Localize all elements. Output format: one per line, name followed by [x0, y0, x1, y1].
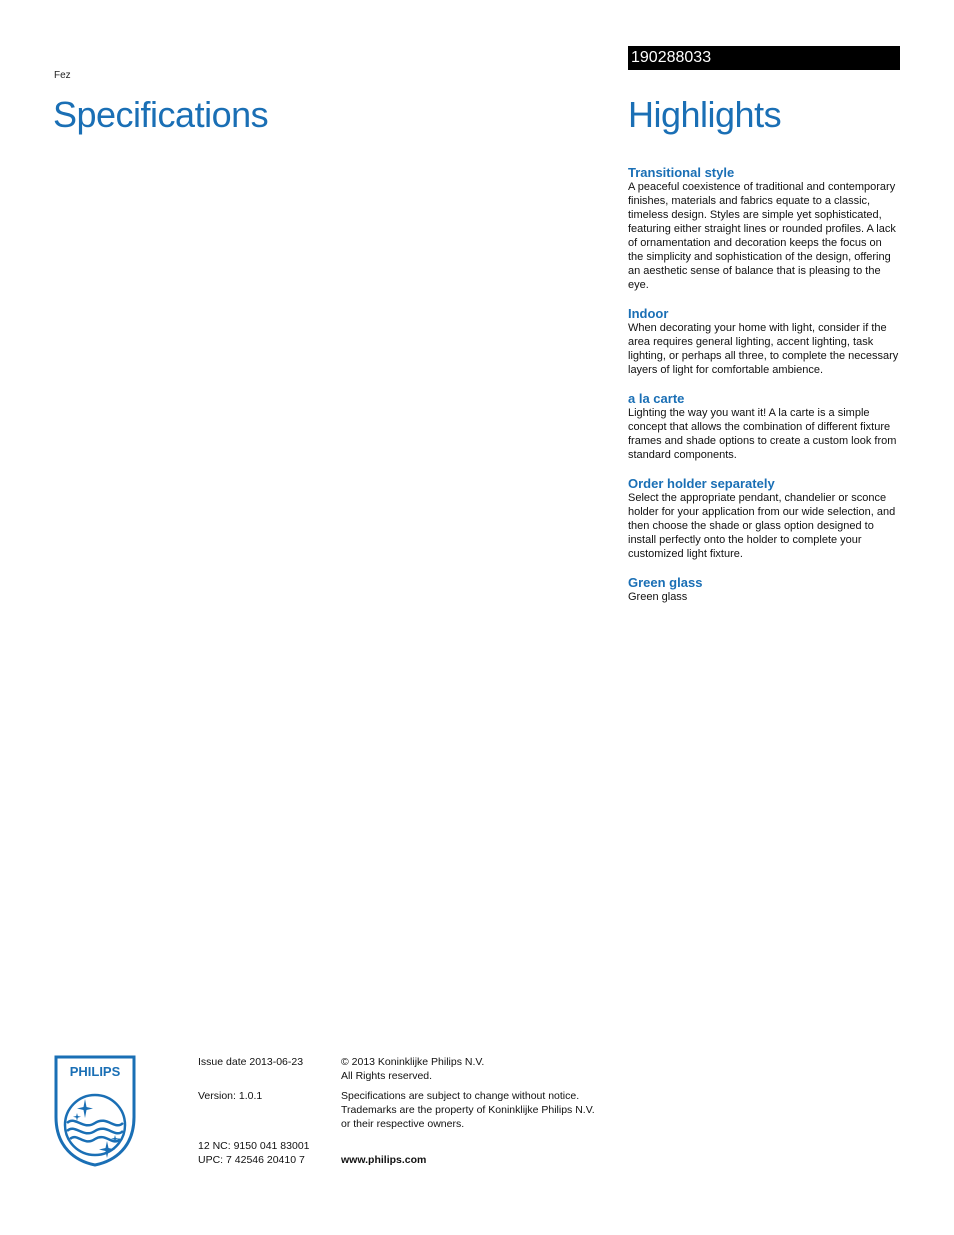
- philips-shield-icon: [53, 1055, 137, 1167]
- product-codes: [198, 1139, 310, 1167]
- highlight-text: Green glass: [628, 591, 688, 603]
- copyright: [341, 1055, 484, 1083]
- highlight-text: When decorating your home with light, consider if the area requires general lighting, accent lighting, task lighting, or perhaps all three, to complete the necessary layers of light for comfortable ambience.: [628, 322, 899, 376]
- product-code-bar: 190288033: [628, 46, 900, 70]
- highlight-item: [628, 165, 900, 292]
- upc-code: UPC: 7 42546 20410 7: [198, 1154, 305, 1166]
- highlight-title: Indoor: [628, 306, 669, 321]
- highlight-text: A peaceful coexistence of traditional and contemporary finishes, materials and fabrics equate to a classic, timeless design. Styles are simple yet sophisticated, featuring either straight lines or rounded profiles. A lack of ornamentation and decoration keeps the focus on the simplicity and sophistication of the design, offering an aesthetic sense of balance that is pleasing to the eye.: [628, 181, 896, 291]
- highlight-title: Green glass: [628, 575, 703, 590]
- spec-notice: [341, 1089, 595, 1131]
- highlight-title: a la carte: [628, 391, 685, 406]
- highlight-text: Select the appropriate pendant, chandelier or sconce holder for your application from our wide selection, and then choose the shade or glass option designed to install perfectly onto the holder to complete your customized light fixture.: [628, 492, 896, 560]
- product-name: Fez: [54, 70, 71, 81]
- highlight-title: Order holder separately: [628, 476, 775, 491]
- issue-date: Issue date 2013-06-23: [198, 1056, 304, 1068]
- highlight-text: Lighting the way you want it! A la carte is a simple concept that allows the combination of different fixture frames and shade options to create a custom look from standard components.: [628, 407, 897, 461]
- philips-logo: [53, 1055, 137, 1167]
- highlight-item: [628, 306, 900, 377]
- copyright-line: © 2013 Koninklijke Philips N.V.: [341, 1056, 485, 1068]
- highlight-item: [628, 476, 900, 561]
- specifications-title: Specifications: [53, 94, 269, 135]
- copyright-line: All Rights reserved.: [341, 1070, 433, 1082]
- highlight-title: Transitional style: [628, 165, 735, 180]
- highlights-title: Highlights: [628, 94, 782, 135]
- spec-notice-line: or their respective owners.: [341, 1118, 465, 1130]
- highlights-list: [628, 165, 900, 618]
- version: Version: 1.0.1: [198, 1090, 263, 1102]
- logo-wordmark: PHILIPS: [69, 1064, 121, 1079]
- website-link[interactable]: www.philips.com: [341, 1154, 427, 1166]
- spec-notice-line: Trademarks are the property of Koninklijke Philips N.V.: [341, 1104, 595, 1116]
- spec-notice-line: Specifications are subject to change without notice.: [341, 1090, 580, 1102]
- nc-code: 12 NC: 9150 041 83001: [198, 1140, 310, 1152]
- highlight-item: [628, 391, 900, 462]
- highlight-item: [628, 575, 900, 604]
